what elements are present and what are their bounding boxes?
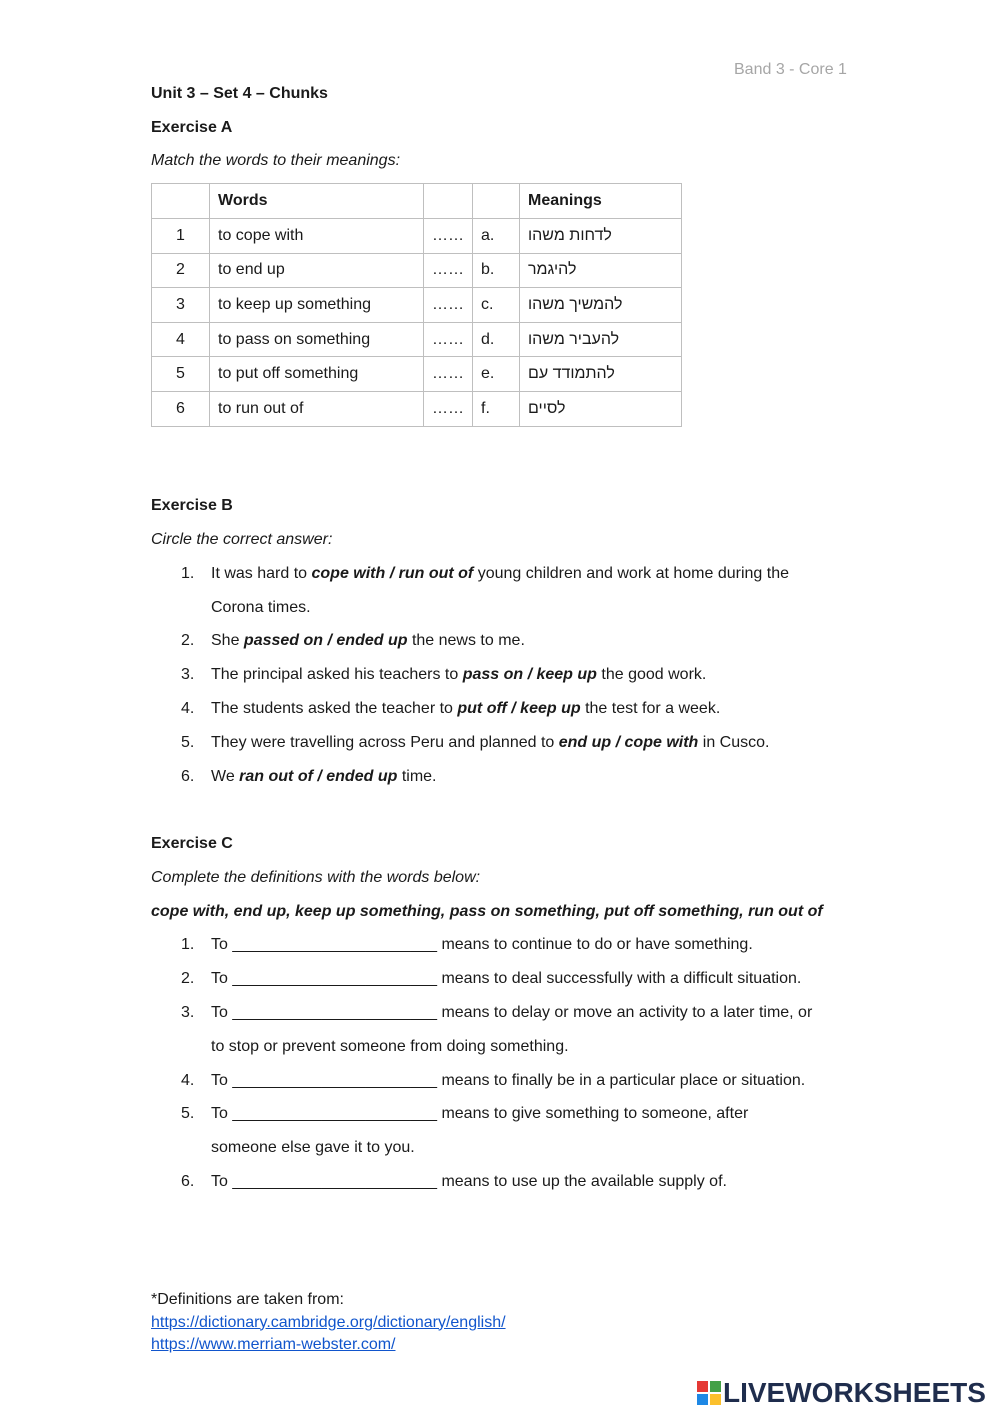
- logo-squares-icon: [697, 1381, 721, 1405]
- item-text-pre: She: [211, 632, 244, 649]
- item-text: [211, 624, 861, 658]
- meaning-text: להתמודד עם: [528, 365, 615, 383]
- cambridge-link[interactable]: https://dictionary.cambridge.org/dictionary/english/: [151, 1313, 506, 1331]
- item-text-post: in Cusco.: [698, 734, 770, 751]
- answer-choice[interactable]: pass on / keep up: [462, 666, 597, 683]
- exercise-a-heading: Exercise A: [151, 119, 233, 136]
- column-header-meanings: Meanings: [520, 184, 682, 219]
- item-text-post: time.: [397, 768, 437, 785]
- item-text-pre: It was hard to: [211, 565, 312, 582]
- item-number: 6.: [181, 768, 195, 785]
- item-number: 5.: [181, 734, 195, 751]
- item-text: [211, 726, 861, 760]
- meaning-text: להיגמר: [528, 261, 577, 279]
- answer-choice[interactable]: passed on / ended up: [243, 632, 408, 649]
- item-text-pre: The principal asked his teachers to: [211, 666, 463, 683]
- answer-blank[interactable]: ……: [424, 357, 473, 392]
- definition-text[interactable]: To _______________________ means to delay or move an activity to a later time, or: [211, 1004, 813, 1021]
- row-word: to keep up something: [210, 288, 424, 323]
- item-text-pre: They were travelling across Peru and planned to: [211, 734, 559, 751]
- answer-choice[interactable]: ran out of / ended up: [239, 768, 398, 785]
- item-text: [211, 692, 861, 726]
- definition-text[interactable]: To _______________________ means to give something to someone, after: [211, 1105, 749, 1122]
- row-number: 5: [152, 357, 210, 392]
- item-number: 1.: [181, 565, 195, 582]
- meaning-text: להמשיך משהו: [528, 295, 623, 313]
- item-number: 5.: [181, 1105, 195, 1122]
- answer-choice[interactable]: cope with / run out of: [311, 565, 474, 582]
- row-word: to put off something: [210, 357, 424, 392]
- row-letter: b.: [473, 253, 520, 288]
- header-band-label: Band 3 - Core 1: [734, 61, 847, 78]
- answer-choice[interactable]: end up / cope with: [558, 734, 699, 751]
- item-text-post: the test for a week.: [580, 700, 721, 717]
- item-text-post: young children and work at home during the: [473, 565, 790, 582]
- answer-blank[interactable]: ……: [424, 322, 473, 357]
- row-word: to pass on something: [210, 322, 424, 357]
- table-row: [152, 391, 682, 426]
- sources-note: *Definitions are taken from:: [151, 1291, 344, 1308]
- answer-blank[interactable]: ……: [424, 391, 473, 426]
- definition-text[interactable]: To _______________________ means to continue to do or have something.: [211, 936, 753, 953]
- row-number: 4: [152, 322, 210, 357]
- item-number: 3.: [181, 1004, 195, 1021]
- liveworksheets-logo: [697, 1377, 986, 1409]
- footer-sources: [151, 1289, 506, 1357]
- definition-text-cont: to stop or prevent someone from doing something.: [211, 1038, 569, 1055]
- item-text: [211, 557, 861, 591]
- item-number: 4.: [181, 1072, 195, 1089]
- table-row: [152, 219, 682, 254]
- row-number: 6: [152, 391, 210, 426]
- item-text-pre: We: [211, 768, 240, 785]
- row-letter: c.: [473, 288, 520, 323]
- row-word: to run out of: [210, 391, 424, 426]
- answer-blank[interactable]: ……: [424, 219, 473, 254]
- row-letter: f.: [473, 391, 520, 426]
- answer-choice[interactable]: put off / keep up: [457, 700, 581, 717]
- meaning-text: לדחות משהו: [528, 226, 612, 244]
- row-word: to end up: [210, 253, 424, 288]
- item-number: 3.: [181, 666, 195, 683]
- row-word: to cope with: [210, 219, 424, 254]
- row-meaning: [520, 322, 682, 357]
- row-number: 3: [152, 288, 210, 323]
- column-header-words: Words: [210, 184, 424, 219]
- table-row: [152, 357, 682, 392]
- definition-text[interactable]: To _______________________ means to use up the available supply of.: [211, 1173, 727, 1190]
- item-text-pre: The students asked the teacher to: [211, 700, 458, 717]
- exercise-c-instruction: Complete the definitions with the words below:: [151, 869, 481, 886]
- answer-blank[interactable]: ……: [424, 253, 473, 288]
- row-meaning: [520, 219, 682, 254]
- item-number: 4.: [181, 700, 195, 717]
- exercise-a-instruction: Match the words to their meanings:: [151, 152, 401, 169]
- row-meaning: [520, 357, 682, 392]
- item-text: [211, 760, 861, 794]
- table-row: [152, 253, 682, 288]
- exercise-b-instruction: Circle the correct answer:: [151, 531, 333, 548]
- matching-table: [151, 183, 682, 427]
- table-row: [152, 322, 682, 357]
- table-row: [152, 288, 682, 323]
- item-number: 6.: [181, 1173, 195, 1190]
- row-number: 1: [152, 219, 210, 254]
- word-bank: cope with, end up, keep up something, pass on something, put off something, run out of: [151, 903, 823, 920]
- exercise-c-heading: Exercise C: [151, 835, 233, 852]
- answer-blank[interactable]: ……: [424, 288, 473, 323]
- item-number: 2.: [181, 632, 195, 649]
- definition-text-cont: someone else gave it to you.: [211, 1139, 415, 1156]
- item-text-post: the good work.: [596, 666, 707, 683]
- row-letter: a.: [473, 219, 520, 254]
- item-text-post: the news to me.: [407, 632, 525, 649]
- page-title: Unit 3 – Set 4 – Chunks: [151, 85, 328, 102]
- item-number: 2.: [181, 970, 195, 987]
- row-meaning: [520, 253, 682, 288]
- definition-text[interactable]: To _______________________ means to finally be in a particular place or situation.: [211, 1072, 806, 1089]
- row-number: 2: [152, 253, 210, 288]
- meaning-text: לסיים: [528, 399, 566, 417]
- table-header-row: [152, 184, 682, 219]
- item-text-cont: Corona times.: [211, 599, 311, 616]
- meaning-text: להעביר משהו: [528, 330, 620, 348]
- row-meaning: [520, 391, 682, 426]
- row-meaning: [520, 288, 682, 323]
- exercise-b-heading: Exercise B: [151, 497, 233, 514]
- row-letter: e.: [473, 357, 520, 392]
- item-number: 1.: [181, 936, 195, 953]
- item-text: [211, 658, 861, 692]
- row-letter: d.: [473, 322, 520, 357]
- merriam-webster-link[interactable]: https://www.merriam-webster.com/: [151, 1336, 396, 1353]
- definition-text[interactable]: To _______________________ means to deal successfully with a difficult situation.: [211, 970, 802, 987]
- logo-text: LIVEWORKSHEETS: [723, 1377, 986, 1408]
